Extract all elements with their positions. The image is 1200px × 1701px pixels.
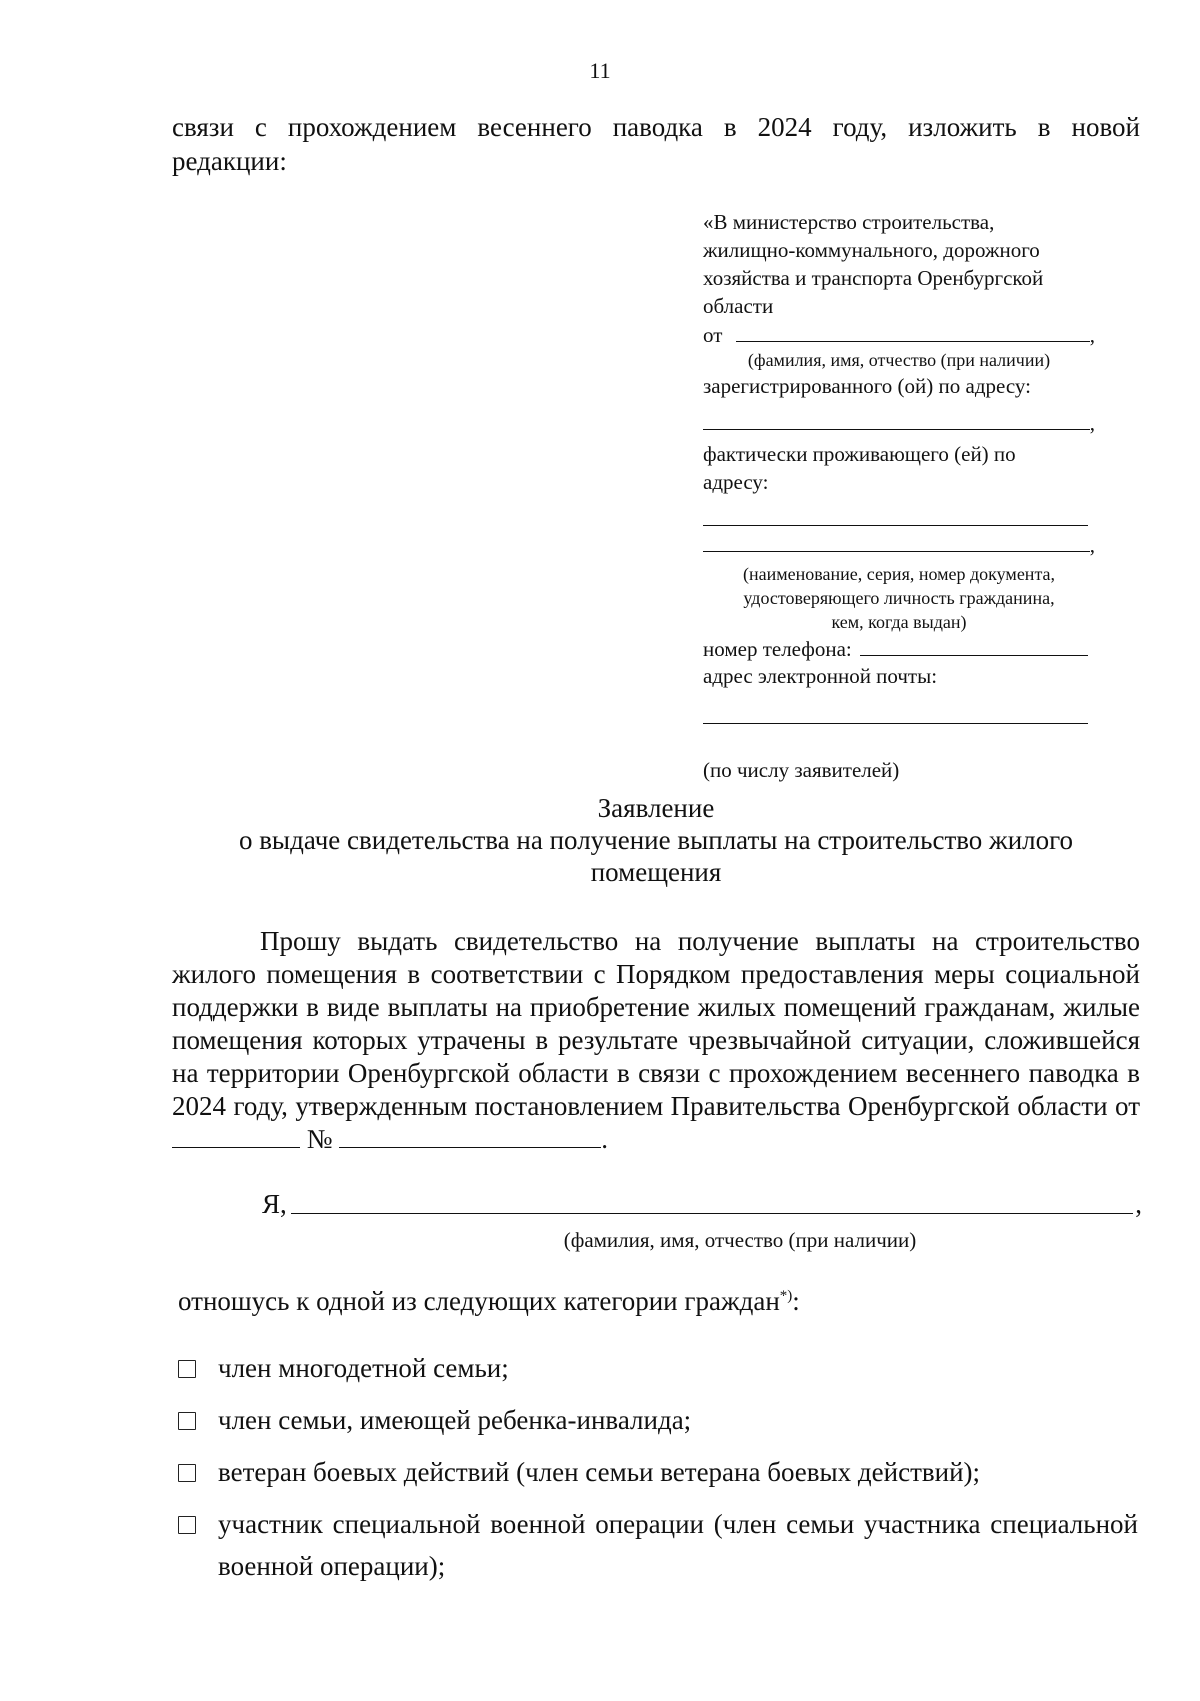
document-caption-2: удостоверяющего личность гражданина, — [743, 588, 1055, 608]
title-line-1: Заявление — [597, 793, 715, 823]
request-text: Прошу выдать свидетельство на получение выплаты на строительство жилого помещения в соответствии с Порядком предоставления меры социальной поддержки в виде выплаты на приобретение жилых помещений гражданам, жилые помещения которых утрачены в результате чрезвычайной ситуации, сложившейся на территории Оренбургской области в связи с прохождением весеннего паводка в 2024 году, утвержденным постановлением Правительства Оренбургской области от — [172, 926, 1140, 1121]
from-caption: (фамилия, имя, отчество (при наличии) — [747, 350, 1051, 370]
applicant-name-caption: (фамилия, имя, отчество (при наличии) — [563, 1228, 917, 1252]
phone-label: номер телефона: — [703, 637, 852, 661]
email-field[interactable] — [703, 723, 1088, 724]
categories-colon: : — [792, 1286, 800, 1316]
resolution-number-field[interactable] — [339, 1125, 601, 1148]
email-row — [703, 690, 1095, 730]
title-line-2: о выдаче свидетельства на получение выплаты на строительство жилого — [238, 825, 1074, 855]
document-comma: , — [1089, 533, 1095, 557]
document-caption-3: кем, когда выдан) — [831, 612, 967, 632]
category-item — [178, 1399, 1138, 1441]
category-label: член многодетной семьи; — [218, 1353, 509, 1383]
registered-address-row — [703, 400, 1095, 436]
actual-address-field-1[interactable] — [703, 525, 1088, 526]
request-paragraph — [172, 925, 1140, 1156]
from-comma: , — [1089, 323, 1095, 347]
actual-address-label-2: адресу: — [703, 470, 769, 494]
addressee-line-2: жилищно-коммунального, дорожного — [703, 238, 1040, 262]
category-label: участник специальной военной операции (член семьи участника специальной военной операции); — [218, 1509, 1138, 1581]
intro-paragraph — [172, 110, 1140, 178]
category-list — [178, 1347, 1138, 1597]
ya-label: Я, — [262, 1189, 287, 1219]
page-number: 11 — [589, 58, 611, 83]
category-label: член семьи, имеющей ребенка-инвалида; — [218, 1405, 692, 1435]
document-row — [703, 532, 1095, 558]
category-label: ветеран боевых действий (член семьи ветерана боевых действий); — [218, 1457, 981, 1487]
number-sign: № — [306, 1124, 333, 1154]
registered-label: зарегистрированного (ой) по адресу: — [703, 374, 1031, 398]
from-row — [703, 320, 1095, 348]
phone-field[interactable] — [860, 655, 1088, 656]
footnote-mark: *) — [779, 1288, 793, 1304]
address-block — [703, 208, 1095, 784]
category-item — [178, 1503, 1138, 1587]
from-label: от — [703, 323, 723, 347]
registered-comma: , — [1089, 411, 1095, 435]
category-item — [178, 1347, 1138, 1389]
addressee-line-3: хозяйства и транспорта Оренбургской — [703, 266, 1044, 290]
applicants-note: (по числу заявителей) — [703, 758, 900, 782]
phone-row — [703, 634, 1095, 662]
addressee-line-1: «В министерство строительства, — [703, 210, 995, 234]
category-checkbox-svo-participant[interactable] — [178, 1516, 196, 1534]
actual-address-row-1 — [703, 496, 1095, 532]
intro-line-1: связи с прохождением весеннего паводка в 2024 году, изложить в новой — [172, 112, 1140, 142]
actual-address-label-1: фактически проживающего (ей) по — [703, 442, 1016, 466]
applicant-name-row — [262, 1186, 1142, 1220]
categories-intro-text: отношусь к одной из следующих категории граждан — [178, 1286, 780, 1316]
category-item — [178, 1451, 1138, 1493]
document-caption-1: (наименование, серия, номер документа, — [742, 564, 1056, 584]
ya-comma: , — [1135, 1189, 1142, 1219]
category-checkbox-disabled-child[interactable] — [178, 1412, 196, 1430]
title-line-3: помещения — [590, 857, 722, 887]
categories-intro — [178, 1286, 800, 1317]
resolution-date-field[interactable] — [172, 1125, 300, 1148]
email-label: адрес электронной почты: — [703, 664, 938, 688]
category-checkbox-combat-veteran[interactable] — [178, 1464, 196, 1482]
addressee-line-4: области — [703, 294, 774, 318]
applicant-name-field[interactable] — [291, 1213, 1133, 1214]
intro-line-2: редакции: — [172, 146, 287, 176]
category-checkbox-large-family[interactable] — [178, 1360, 196, 1378]
request-period: . — [601, 1124, 609, 1154]
document-title — [172, 792, 1140, 888]
from-name-field[interactable] — [736, 341, 1089, 342]
registered-address-field[interactable] — [703, 429, 1090, 430]
document-field[interactable] — [703, 551, 1090, 552]
